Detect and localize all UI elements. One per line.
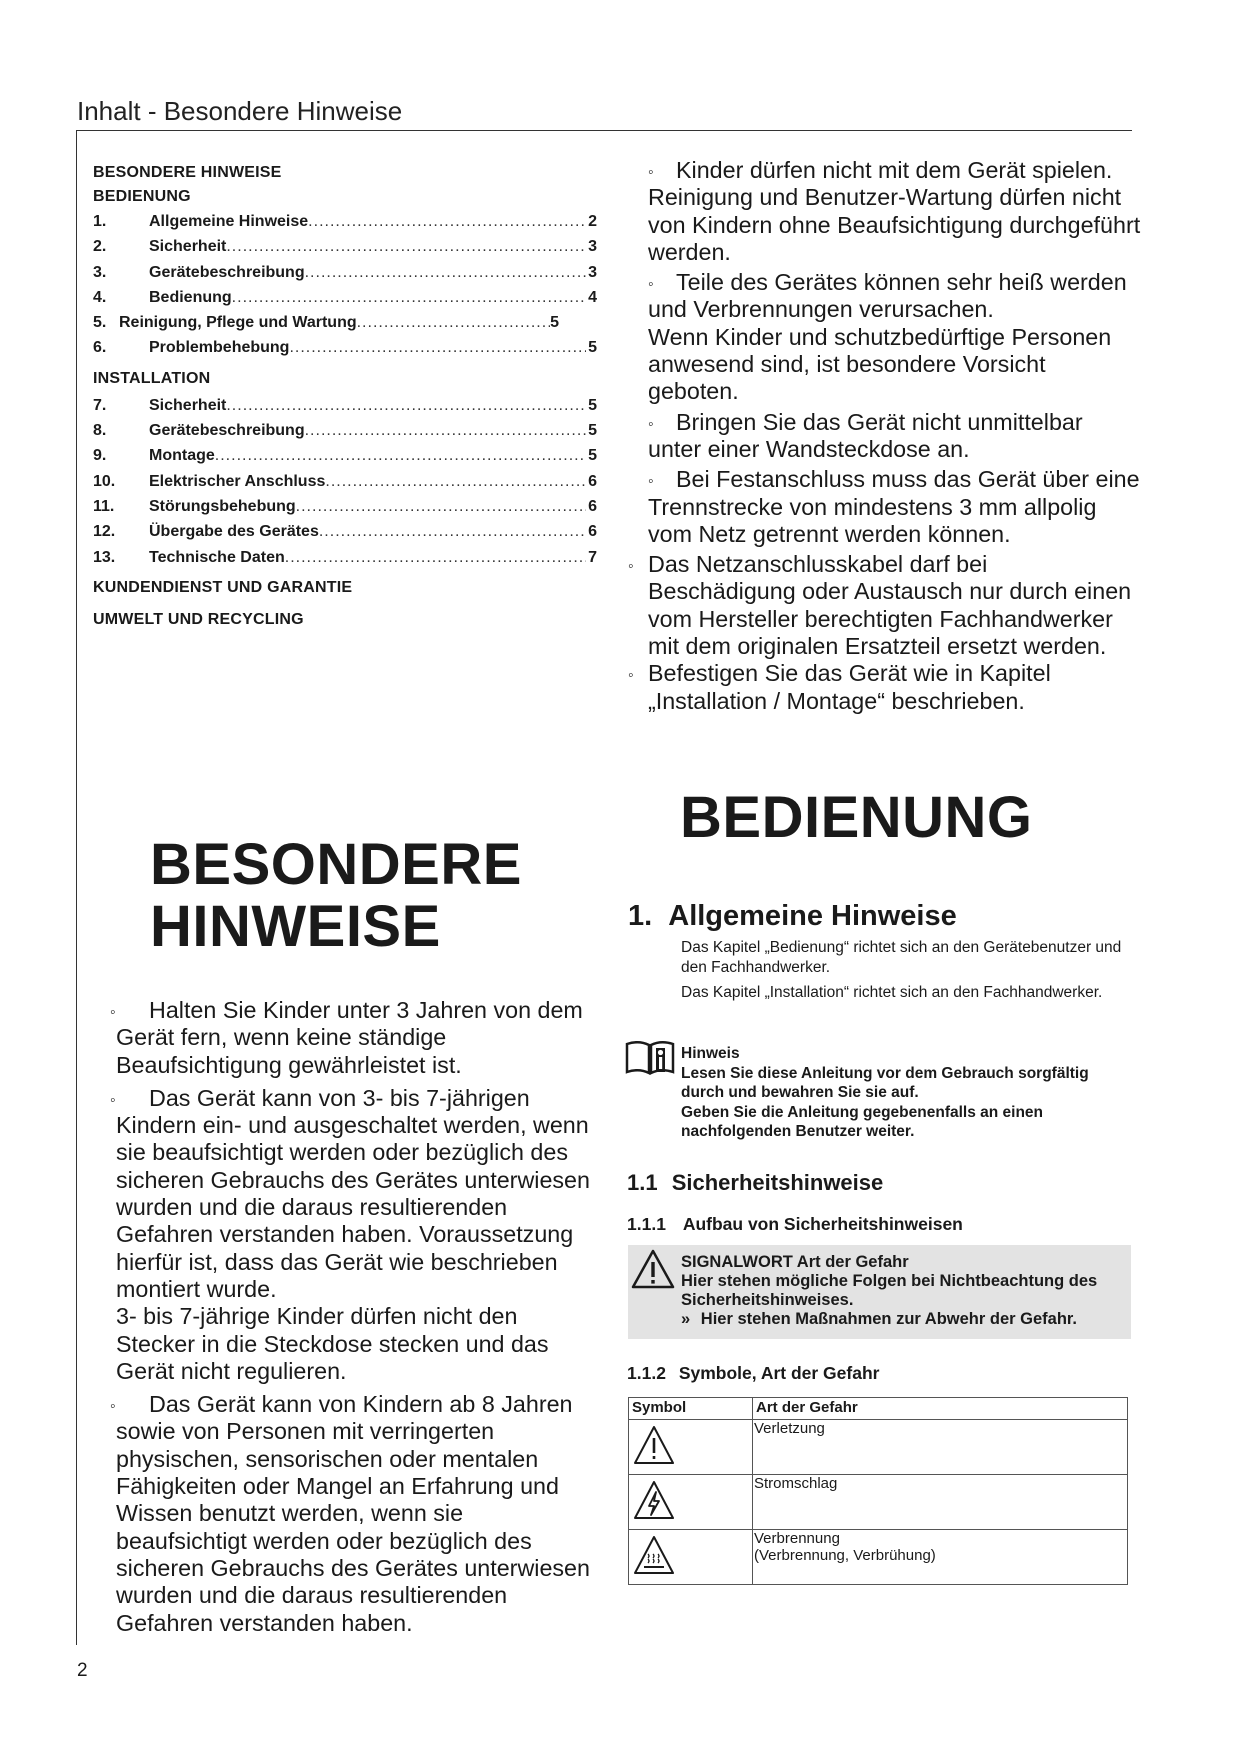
burn-warning-icon	[632, 1534, 676, 1578]
table-cell-symbol	[629, 1420, 753, 1475]
toc-leader-dots	[289, 335, 586, 360]
toc-section-kundendienst[interactable]: KUNDENDIENST UND GARANTIE	[93, 578, 353, 596]
bullet-item	[648, 466, 1148, 548]
warning-action	[681, 1310, 1131, 1329]
toc-entry-label: Sicherheit	[149, 238, 227, 256]
besondere-heading-line1: BESONDERE	[150, 832, 522, 897]
bullet-text: Befestigen Sie das Gerät wie in Kapitel „Installation / Montage“ beschrieben.	[648, 660, 1051, 714]
bullet-item	[110, 1085, 610, 1385]
hinweis-title: Hinweis	[681, 1045, 740, 1062]
bullet-extra-text: 3- bis 7-jährige Kinder dürfen nicht den Stecker in die Steckdose stecken und das Gerät nicht regulieren.	[116, 1303, 549, 1384]
bullet-text: Halten Sie Kinder unter 3 Jahren von dem Gerät fern, wenn keine ständige Beaufsichtigung gewährleistet ist.	[116, 997, 583, 1078]
toc-entry-number: 4.	[93, 288, 107, 306]
toc-entry-page: 3	[588, 263, 597, 281]
toc-entry-label: Gerätebeschreibung	[149, 263, 305, 281]
toc-entry-number: 5.	[93, 314, 107, 332]
toc-entry-number: 11.	[93, 497, 115, 515]
bullet-item	[648, 409, 1148, 464]
toc-leader-dots	[325, 469, 586, 494]
toc-entry[interactable]	[93, 260, 597, 285]
toc-entry-label: Gerätebeschreibung	[149, 422, 305, 440]
subsubsection-title: Aufbau von Sicherheitshinweisen	[682, 1214, 963, 1234]
subsubsection-number: 1.1.1	[627, 1214, 666, 1234]
bullet-mark: ◦	[110, 1004, 116, 1021]
toc-entry[interactable]	[93, 234, 597, 259]
table-cell-symbol	[629, 1530, 753, 1585]
toc-leader-dots	[308, 209, 586, 234]
toc-leader-dots	[319, 519, 586, 544]
bullet-text: Bringen Sie das Gerät nicht unmittelbar unter einer Wandsteckdose an.	[648, 408, 1083, 462]
toc-entry-number: 7.	[93, 396, 107, 414]
toc-entry-number: 6.	[93, 339, 107, 357]
subsubsection-title: Symbole, Art der Gefahr	[678, 1363, 880, 1383]
bullet-mark: ◦	[110, 1398, 116, 1416]
toc-entry-label: Elektrischer Anschluss	[149, 472, 326, 490]
toc-entry-label: Technische Daten	[149, 548, 285, 566]
table-of-contents	[93, 161, 597, 634]
symbols-table	[628, 1397, 1128, 1585]
subsubsection-title-aufbau	[627, 1214, 963, 1235]
bullet-text: Teile des Gerätes können sehr heiß werden und Verbrennungen verursachen.	[648, 269, 1127, 323]
toc-entry-page: 5	[588, 422, 597, 440]
table-cell-hazard	[753, 1420, 1128, 1475]
intro-paragraph-1: Das Kapitel „Bedienung“ richtet sich an den Gerätebenutzer und den Fachhandwerker.	[681, 939, 1122, 976]
hinweis-line-1: Lesen Sie diese Anleitung vor dem Gebrauch sorgfältig durch und bewahren Sie sie auf.	[681, 1064, 1089, 1101]
section-title-allgemeine-hinweise	[628, 900, 957, 933]
toc-entry-label: Problembehebung	[149, 339, 290, 357]
toc-entry-page: 3	[588, 238, 597, 256]
toc-entry[interactable]	[93, 285, 597, 310]
warning-title: SIGNALWORT Art der Gefahr	[681, 1253, 909, 1271]
bullet-mark: ◦	[648, 164, 654, 181]
toc-entry-number: 12.	[93, 523, 116, 541]
toc-entry-label: Sicherheit	[149, 396, 227, 414]
toc-entry[interactable]	[93, 335, 597, 360]
toc-entry-page: 5	[588, 396, 597, 414]
toc-entry-number: 8.	[93, 422, 107, 440]
toc-leader-dots	[357, 310, 550, 335]
hazard-sublabel: (Verbrennung, Verbrühung)	[754, 1547, 936, 1564]
table-cell-symbol	[629, 1475, 753, 1530]
toc-entry-page: 6	[588, 523, 597, 541]
table-header-symbol: Symbol	[629, 1398, 753, 1420]
table-row	[629, 1420, 1128, 1475]
toc-entry-page: 5	[588, 447, 597, 465]
toc-entry[interactable]	[93, 519, 597, 544]
toc-entry-page: 2	[588, 213, 597, 230]
toc-entry-number: 10.	[93, 472, 116, 490]
page-header-title: Inhalt - Besondere Hinweise	[77, 96, 403, 126]
toc-entry[interactable]	[93, 469, 597, 494]
bullet-item	[110, 997, 610, 1079]
toc-entry-page: 4	[588, 288, 597, 306]
injury-warning-icon	[632, 1424, 676, 1468]
toc-entry-number: 13.	[93, 548, 116, 566]
toc-section-bedienung[interactable]: BEDIENUNG	[93, 188, 191, 205]
bullet-mark: ◦	[628, 558, 634, 576]
toc-entry-label: Übergabe des Gerätes	[149, 523, 319, 541]
warning-action-text: Hier stehen Maßnahmen zur Abwehr der Gefahr.	[700, 1310, 1078, 1328]
toc-entry[interactable]	[93, 494, 597, 519]
toc-section-besondere[interactable]: BESONDERE HINWEISE	[93, 164, 282, 181]
bullet-extra-text: Wenn Kinder und schutzbedürftige Personen anwesend sind, ist besondere Vorsicht geboten.	[648, 323, 1112, 405]
table-row	[629, 1530, 1128, 1585]
header-divider	[76, 130, 1132, 131]
toc-entry-page: 5	[550, 314, 559, 332]
toc-leader-dots	[305, 418, 586, 443]
toc-entry-page: 6	[588, 497, 597, 515]
table-header-hazard: Art der Gefahr	[753, 1398, 1128, 1420]
hazard-label: Verbrennung	[754, 1530, 840, 1547]
subsubsection-number: 1.1.2	[627, 1363, 666, 1383]
warning-body: Hier stehen mögliche Folgen bei Nichtbeachtung des Sicherheitshinweises.	[681, 1272, 1098, 1309]
toc-entry-number: 3.	[93, 263, 107, 281]
table-row	[629, 1475, 1128, 1530]
toc-leader-dots	[296, 494, 586, 519]
hinweis-line-2: Geben Sie die Anleitung gegebenenfalls an einen nachfolgenden Benutzer weiter.	[681, 1103, 1044, 1140]
toc-leader-dots	[285, 545, 586, 570]
table-cell-hazard	[753, 1530, 1128, 1585]
bullet-mark: ◦	[628, 667, 634, 685]
toc-entry[interactable]	[93, 443, 597, 468]
bullet-text: Das Gerät kann von Kindern ab 8 Jahren sowie von Personen mit verringerten physischen, sensorischen oder mentalen Fähigkeiten oder Mangel an Erfahrung und Wissen benutzt werden, wenn sie beaufsichtigt werden oder bezüglich des sicheren Gebrauchs des Gerätes unterwiesen wurden und die daraus resultierenden Gefahren verstanden haben.	[116, 1391, 590, 1636]
toc-leader-dots	[226, 234, 586, 259]
warning-action-mark: »	[681, 1310, 691, 1328]
bullet-item	[628, 551, 1148, 660]
warning-example-text	[681, 1253, 1131, 1329]
safety-bullets-left	[110, 997, 610, 1643]
hazard-label: Stromschlag	[754, 1475, 838, 1492]
toc-leader-dots	[305, 260, 586, 285]
toc-entry-label: Allgemeine Hinweise	[149, 213, 309, 230]
bullet-item	[110, 1391, 610, 1637]
bullet-text: Das Netzanschlusskabel darf bei Beschädigung oder Austausch nur durch einen vom Hersteller berechtigten Fachhandwerker mit dem originalen Ersatzteil ersetzt werden.	[648, 551, 1132, 660]
toc-leader-dots	[215, 443, 586, 468]
bedienung-heading: BEDIENUNG	[680, 785, 1033, 850]
bullet-text: Das Gerät kann von 3- bis 7-jährigen Kindern ein- und ausgeschaltet werden, wenn sie beaufsichtigt werden oder bezüglich des sicheren Gebrauchs des Gerätes unterwiesen wurden und die daraus resultierenden Gefahren verstanden haben. Voraussetzung hierfür ist, dass das Gerät wie beschrieben montiert wurde.	[116, 1084, 590, 1302]
toc-entry-label: Reinigung, Pflege und Wartung	[119, 314, 357, 332]
table-cell-hazard	[753, 1475, 1128, 1530]
toc-entry[interactable]	[93, 209, 597, 234]
toc-entry[interactable]	[93, 418, 597, 443]
toc-section-installation[interactable]: INSTALLATION	[93, 369, 211, 387]
bullet-item	[648, 269, 1148, 405]
bullet-mark: ◦	[648, 415, 654, 433]
toc-entry-page: 7	[588, 548, 597, 566]
section-number: 1.	[628, 900, 653, 932]
toc-entry-number: 2.	[93, 238, 107, 256]
toc-entry[interactable]	[93, 545, 597, 570]
besondere-heading	[150, 834, 522, 958]
bullet-mark: ◦	[648, 473, 654, 491]
bullet-item	[628, 660, 1148, 715]
toc-entry-label: Störungsbehebung	[149, 497, 296, 515]
hinweis-box	[681, 1044, 1133, 1142]
book-info-icon	[624, 1040, 680, 1076]
bullet-text: Kinder dürfen nicht mit dem Gerät spielen. Reinigung und Benutzer-Wartung dürfen nicht von Kindern ohne Beaufsichtigung durchgeführt werden.	[648, 157, 1141, 265]
subsection-title: Sicherheitshinweise	[671, 1170, 884, 1195]
hazard-label: Verletzung	[754, 1420, 825, 1437]
page-number: 2	[77, 1660, 88, 1681]
toc-entry-number: 1.	[93, 213, 107, 230]
bullet-text: Bei Festanschluss muss das Gerät über eine Trennstrecke von mindestens 3 mm allpolig vom Netz getrennt werden können.	[648, 466, 1140, 547]
safety-bullets-right	[628, 157, 1148, 715]
subsection-number: 1.1	[627, 1170, 658, 1195]
besondere-heading-line2: HINWEISE	[150, 894, 441, 959]
bullet-item	[648, 157, 1148, 266]
table-header-row	[629, 1398, 1128, 1420]
toc-entry-page: 5	[588, 339, 597, 357]
warning-triangle-icon	[630, 1248, 676, 1290]
subsubsection-title-symbole	[627, 1363, 879, 1384]
symbols-table-wrapper	[628, 1397, 1128, 1585]
toc-entry[interactable]	[93, 310, 559, 335]
toc-leader-dots	[226, 393, 586, 418]
toc-entry-label: Bedienung	[149, 288, 232, 306]
toc-entry-page: 6	[588, 472, 597, 490]
subsection-title-sicherheitshinweise	[627, 1170, 883, 1196]
bullet-mark: ◦	[648, 276, 654, 294]
left-margin-rule	[76, 130, 77, 1645]
intro-paragraph-2: Das Kapitel „Installation“ richtet sich an den Fachhandwerker.	[681, 984, 1103, 1001]
toc-leader-dots	[232, 285, 586, 310]
toc-entry[interactable]	[93, 393, 597, 418]
toc-entry-label: Montage	[149, 447, 215, 465]
electric-shock-warning-icon	[632, 1479, 676, 1523]
section-title: Allgemeine Hinweise	[668, 900, 957, 932]
bullet-mark: ◦	[110, 1091, 116, 1109]
toc-section-umwelt[interactable]: UMWELT UND RECYCLING	[93, 610, 304, 628]
toc-entry-number: 9.	[93, 447, 107, 465]
